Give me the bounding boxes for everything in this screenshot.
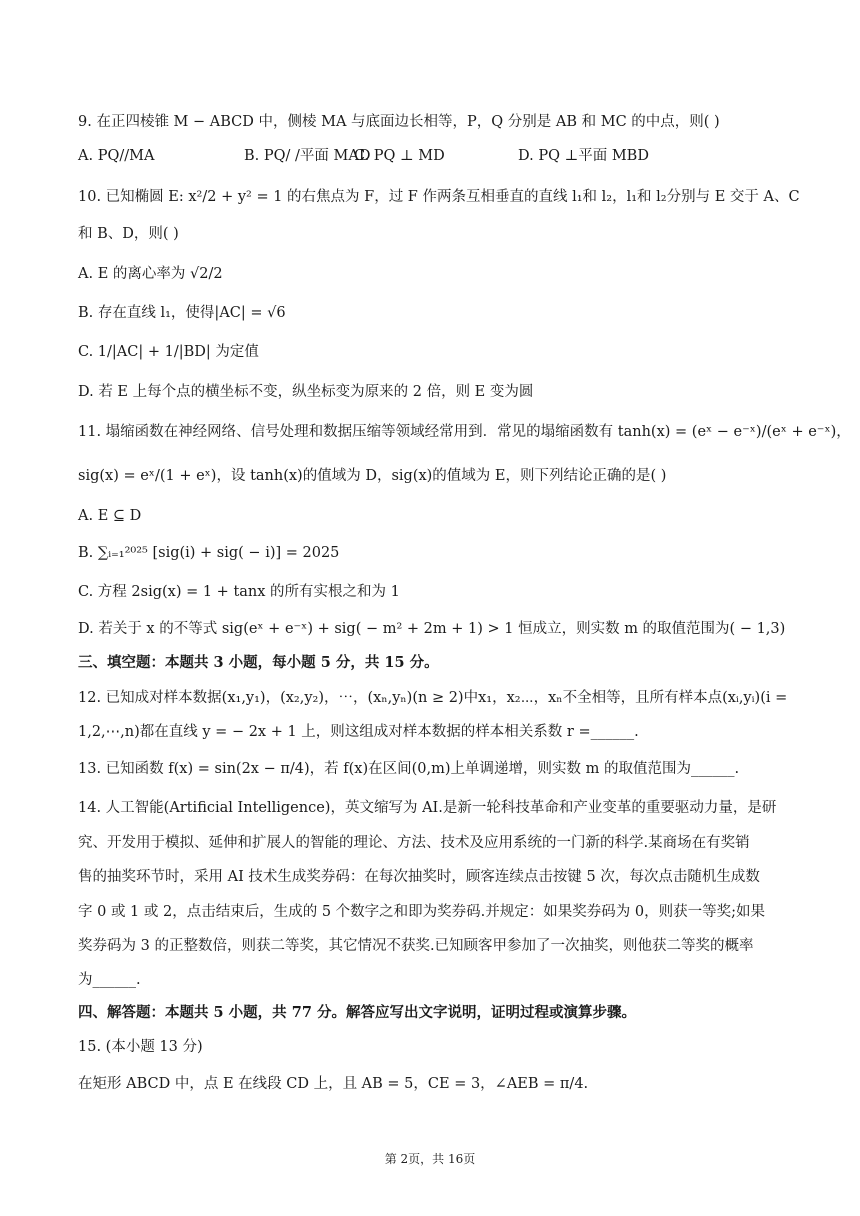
q13-line: 13. 已知函数 f(x) = sin(2x − π/4)，若 f(x)在区间(0,m)上单调递增，则实数 m 的取值范围为______. bbox=[78, 761, 740, 777]
q10-option-c: C. 1/|AC| + 1/|BD| 为定值 bbox=[78, 344, 259, 360]
q10-option-b: B. 存在直线 l₁，使得|AC| = √6 bbox=[78, 305, 286, 321]
q11-option-b: B. ∑ᵢ₌₁²⁰²⁵ [sig(i) + sig( − i)] = 2025 bbox=[78, 545, 340, 561]
q10-option-d: D. 若 E 上每个点的横坐标不变，纵坐标变为原来的 2 倍，则 E 变为圆 bbox=[78, 384, 534, 400]
q12-line-1: 12. 已知成对样本数据(x₁,y₁)，(x₂,y₂)，⋯，(xₙ,yₙ)(n ≥ 2)中x₁，x₂⋯，xₙ不全相等，且所有样本点(xᵢ,yᵢ)(i = bbox=[78, 690, 788, 706]
q11-stem-cont: sig(x) = eˣ/(1 + eˣ)，设 tanh(x)的值域为 D，sig(x)的值域为 E，则下列结论正确的是( ) bbox=[78, 468, 667, 484]
q10-option-a: A. E 的离心率为 √2/2 bbox=[78, 266, 223, 282]
q10-stem: 10. 已知椭圆 E: x²/2 + y² = 1 的右焦点为 F，过 F 作两条互相垂直的直线 l₁和 l₂，l₁和 l₂分别与 E 交于 A、C bbox=[78, 189, 800, 205]
q14-line-1: 14. 人工智能(Artificial Intelligence)，英文缩写为 AI.是新一轮科技革命和产业变革的重要驱动力量，是研 bbox=[78, 800, 777, 816]
q9-option-a: A. PQ//MA bbox=[78, 148, 155, 164]
q14-line-3: 售的抽奖环节时，采用 AI 技术生成奖券码：在每次抽奖时，顾客连续点击按键 5 次，每次点击随机生成数 bbox=[78, 869, 760, 885]
q11-option-d: D. 若关于 x 的不等式 sig(eˣ + e⁻ˣ) + sig( − m² + 2m + 1) > 1 恒成立，则实数 m 的取值范围为( − 1,3) bbox=[78, 621, 786, 637]
page-footer: 第 2页，共 16页 bbox=[384, 1152, 476, 1166]
q14-line-2: 究、开发用于模拟、延伸和扩展人的智能的理论、方法、技术及应用系统的一门新的科学.某商场在有奖销 bbox=[78, 835, 750, 851]
section-3-heading: 三、填空题：本题共 3 小题，每小题 5 分，共 15 分。 bbox=[78, 654, 439, 671]
q14-line-6: 为______. bbox=[78, 972, 141, 988]
q10-stem-cont: 和 B、D，则( ) bbox=[78, 226, 179, 242]
q9-option-d: D. PQ ⊥平面 MBD bbox=[518, 148, 649, 164]
q14-line-5: 奖券码为 3 的正整数倍，则获二等奖，其它情况不获奖.已知顾客甲参加了一次抽奖，则他获二等奖的概率 bbox=[78, 938, 754, 954]
q11-option-a: A. E ⊆ D bbox=[78, 508, 142, 524]
q11-option-c: C. 方程 2sig(x) = 1 + tanx 的所有实根之和为 1 bbox=[78, 584, 400, 600]
q12-line-2: 1,2,⋯,n)都在直线 y = − 2x + 1 上，则这组成对样本数据的样本相关系数 r =______. bbox=[78, 724, 639, 740]
q14-line-4: 字 0 或 1 或 2，点击结束后，生成的 5 个数字之和即为奖券码.并规定：如果奖券码为 0，则获一等奖;如果 bbox=[78, 904, 765, 920]
q9-options bbox=[78, 146, 788, 166]
q15-text: 在矩形 ABCD 中，点 E 在线段 CD 上，且 AB = 5，CE = 3，∠AEB = π/4. bbox=[78, 1076, 589, 1092]
section-4-heading: 四、解答题：本题共 5 小题，共 77 分。解答应写出文字说明，证明过程或演算步骤。 bbox=[78, 1004, 636, 1021]
q9-stem: 9. 在正四棱锥 M − ABCD 中，侧棱 MA 与底面边长相等，P，Q 分别是 AB 和 MC 的中点，则( ) bbox=[78, 114, 720, 130]
q11-stem: 11. 塌缩函数在神经网络、信号处理和数据压缩等领域经常用到．常见的塌缩函数有 tanh(x) = (eˣ − e⁻ˣ)/(eˣ + e⁻ˣ)， bbox=[78, 424, 851, 440]
q9-option-c: C. PQ ⊥ MD bbox=[354, 148, 445, 164]
q9-option-b: B. PQ/ /平面 MAD bbox=[244, 148, 371, 164]
q15-header: 15. (本小题 13 分) bbox=[78, 1039, 203, 1055]
